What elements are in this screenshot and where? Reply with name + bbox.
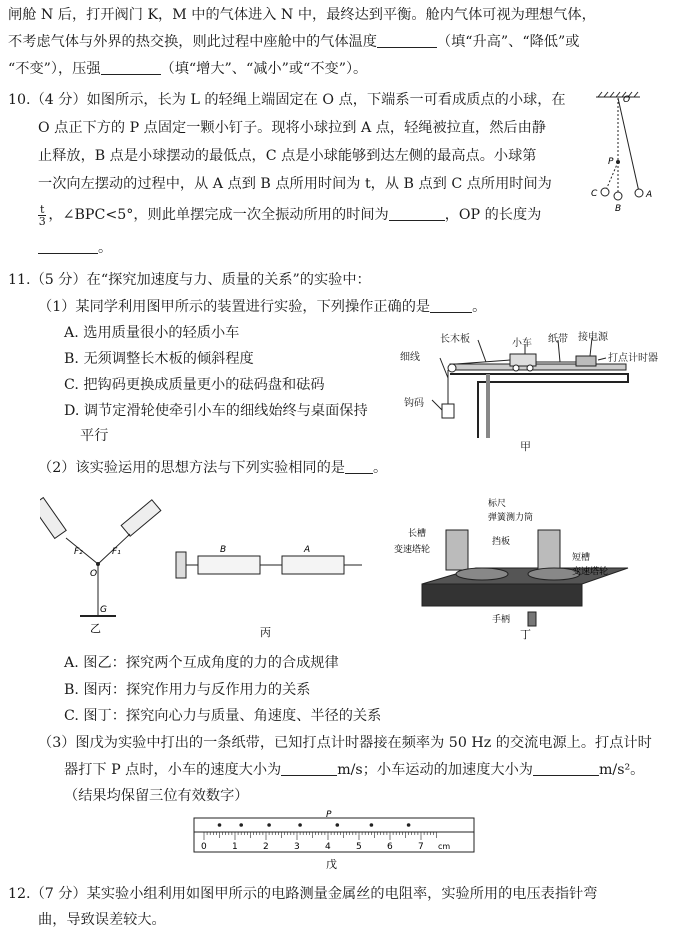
q12-line-1: 12.（7 分）某实验小组利用如图甲所示的电路测量金属丝的电阻率，实验所用的电压表指针弯 — [8, 886, 598, 902]
ruler-tick-label: 3 — [294, 842, 300, 852]
ruler-tick-label: 7 — [418, 842, 424, 852]
q11-sub3-line-1: （3）图戊为实验中打出的一条纸带，已知打点计时器接在频率为 50 Hz 的交流电源上。打点计时 — [38, 735, 652, 751]
label-a: A — [304, 545, 311, 555]
tape-dot — [239, 823, 243, 827]
cart-wheel — [527, 365, 533, 371]
intro-line-2-text: 不考虑气体与外界的热交换，则此过程中座舱中的气体温度 — [8, 34, 377, 50]
pulley — [448, 364, 456, 372]
q11-sub1-text: （1）某同学利用图甲所示的装置进行实验，下列操作正确的是 — [38, 299, 431, 315]
option-c: C. 把钩码更换成质量更小的砝码盘和砝码 — [64, 377, 325, 393]
intro-line-2-hint: （填“升高”、“降低”或 — [436, 34, 580, 50]
label-timer: 打点计时器 — [608, 353, 658, 364]
spring-scale-b — [198, 556, 260, 574]
label-dynamometer: 弹簧测力筒 — [488, 513, 534, 523]
tape-dot — [267, 823, 271, 827]
tape-dot — [336, 823, 340, 827]
tape-dot — [218, 823, 222, 827]
label-f1: F₁ — [112, 547, 121, 557]
ruler-tick-label: 1 — [232, 842, 238, 852]
label-p: P — [608, 157, 614, 167]
ruler-tick-label: 4 — [325, 842, 331, 852]
q10-line-2: O 点正下方的 P 点固定一颗小钉子。现将小球拉到 A 点，轻绳被拉直，然后由静 — [38, 120, 546, 136]
intro-line-3-hint: （填“增大”、“减小”或“不变”）。 — [160, 61, 368, 77]
caption-ding: 丁 — [520, 628, 531, 640]
label-short-groove: 短槽 — [572, 553, 591, 563]
base-front — [422, 584, 582, 606]
caption-wu: 戊 — [326, 858, 337, 871]
label-a: A — [646, 190, 653, 200]
paper-tape — [194, 818, 474, 832]
timer — [576, 356, 596, 366]
fraction-denominator: 3 — [38, 214, 46, 228]
q11-sub3-velocity-text: 器打下 P 点时，小车的速度大小为 — [64, 762, 282, 778]
tape-dot — [298, 823, 302, 827]
spring-scale-a — [282, 556, 344, 574]
string — [456, 360, 510, 364]
tower-wheel-left — [456, 568, 508, 580]
q11-sub2-text: （2）该实验运用的思想方法与下列实验相同的是 — [38, 460, 345, 476]
cart-wheel — [513, 365, 519, 371]
tape-dot — [407, 823, 411, 827]
fraction-numerator: t — [40, 202, 45, 216]
pendulum-string — [618, 98, 639, 192]
figure-yi-force-composition — [40, 492, 170, 634]
ball-a — [635, 189, 643, 197]
handle — [528, 612, 536, 626]
nail-p — [616, 160, 620, 164]
q11-sub1 — [38, 297, 486, 317]
spring-scale-right — [121, 500, 161, 536]
q11-sub2-end: 。 — [372, 460, 388, 476]
label-o: O — [90, 569, 98, 579]
ruler-tick-label: 5 — [356, 842, 362, 852]
blank-period[interactable] — [389, 206, 445, 221]
ball-b — [614, 192, 622, 200]
q10-line-6 — [38, 238, 112, 258]
option2-b: B. 图丙：探究作用力与反作用力的关系 — [64, 682, 311, 698]
label-long-groove: 长槽 — [408, 529, 427, 539]
short-cylinder — [538, 530, 560, 570]
timer-leader — [598, 358, 606, 360]
fraction-t-over-3 — [38, 204, 46, 227]
blank-velocity[interactable] — [281, 761, 337, 776]
q10-line-3: 止释放，B 点是小球摆动的最低点，C 点是小球能够到达左侧的最高点。小球第 — [38, 148, 537, 164]
q10-line-5-text: ，∠BPC<5°，则此单摆完成一次全振动所用的时间为 — [48, 207, 389, 223]
long-board — [450, 364, 626, 370]
ball-c — [601, 188, 609, 196]
node-o — [96, 562, 100, 566]
table — [450, 374, 628, 438]
hook-weight — [442, 404, 454, 418]
q11-line-1: 11.（5 分）在“探究加速度与力、质量的关系”的实验中： — [8, 272, 371, 288]
ruler-tick-label: 0 — [201, 842, 207, 852]
label-power: 接电源 — [578, 332, 608, 343]
q11-sub2 — [38, 458, 387, 478]
label-o: O — [623, 95, 631, 105]
label-c: C — [591, 189, 598, 199]
label-handle: 手柄 — [492, 615, 511, 625]
label-long-board: 长木板 — [440, 334, 470, 345]
blank-pressure[interactable] — [101, 60, 161, 75]
ruler-tick-label: 2 — [263, 842, 269, 852]
caption-jia: 甲 — [520, 440, 531, 453]
intro-line-2 — [8, 32, 579, 52]
blank-sub1[interactable] — [430, 298, 472, 313]
wall-clamp — [176, 552, 186, 578]
label-tower-wheel-right: 变速塔轮 — [572, 567, 609, 577]
weight-leader — [432, 400, 442, 410]
label-paper-tape: 纸带 — [548, 334, 568, 345]
label-scale: 标尺 — [488, 499, 507, 509]
option-b: B. 无须调整长木板的倾斜程度 — [64, 351, 254, 367]
label-p: P — [326, 810, 332, 820]
option-d: D. 调节定滑轮使牵引小车的细线始终与桌面保持 — [64, 403, 368, 419]
label-hook-weight: 钩码 — [404, 398, 424, 409]
caption-bing: 丙 — [260, 626, 271, 638]
q10-line-1: 10.（4 分）如图所示，长为 L 的轻绳上端固定在 O 点，下端系一可看成质点的小球，在 — [8, 92, 566, 108]
q11-sub3-accel-text: m/s；小车运动的加速度大小为 — [337, 762, 533, 778]
option-a: A. 选用质量很小的轻质小车 — [64, 325, 240, 341]
figure-wu-ruler-tape — [190, 808, 480, 872]
label-g: G — [100, 605, 107, 615]
spring-scale-left — [40, 498, 66, 539]
label-tower-wheel-left: 变速塔轮 — [394, 545, 431, 555]
q11-sub3-line-2 — [64, 760, 644, 780]
ruler-tick-label: 6 — [387, 842, 393, 852]
option-d-cont: 平行 — [80, 428, 109, 444]
label-b: B — [615, 204, 622, 214]
label-f2: F₂ — [74, 547, 83, 557]
blank-op-length[interactable] — [38, 239, 98, 254]
ruler-unit: cm — [438, 842, 451, 851]
blank-temperature[interactable] — [377, 33, 437, 48]
long-cylinder — [446, 530, 468, 570]
caption-yi: 乙 — [90, 622, 101, 634]
figure-bing-action-reaction — [172, 540, 372, 638]
q10-line-6-end: 。 — [98, 240, 113, 256]
pendulum-figure — [584, 90, 668, 214]
blank-sub2[interactable] — [345, 459, 373, 474]
option2-a: A. 图乙：探究两个互成角度的力的合成规律 — [64, 655, 339, 671]
q12-line-2: 曲，导致误差较大。 — [38, 912, 166, 928]
q10-line-4: 一次向左摆动的过程中，从 A 点到 B 点所用时间为 t，从 B 点到 C 点所用时间为 — [38, 176, 552, 192]
option2-c: C. 图丁：探究向心力与质量、角速度、半径的关系 — [64, 708, 382, 724]
q11-sub3-line-3: （结果均保留三位有效数字） — [64, 788, 249, 804]
intro-line-3-text: “不变”），压强 — [8, 61, 101, 77]
thread-leader — [440, 358, 448, 378]
table-leg — [486, 374, 490, 438]
tape-dot — [370, 823, 374, 827]
q11-sub3-unit: m/s²。 — [598, 762, 645, 778]
blank-acceleration[interactable] — [533, 761, 599, 776]
intro-line-3 — [8, 59, 367, 79]
label-b: B — [220, 545, 227, 555]
figure-ding-centripetal — [392, 492, 672, 640]
label-baffle: 挡板 — [492, 537, 511, 547]
label-thread: 细线 — [400, 352, 420, 363]
intro-line-1: 闸舱 N 后，打开阀门 K，M 中的气体进入 N 中，最终达到平衡。舱内气体可视为理想气体， — [8, 7, 596, 23]
board-leader — [478, 340, 486, 362]
label-cart: 小车 — [512, 338, 532, 349]
q10-line-5 — [38, 203, 541, 227]
cart — [510, 354, 536, 366]
ceiling-hatch — [596, 92, 640, 97]
q10-line-5-text-2: ，OP 的长度为 — [444, 207, 542, 223]
q11-sub1-end: 。 — [472, 299, 487, 315]
